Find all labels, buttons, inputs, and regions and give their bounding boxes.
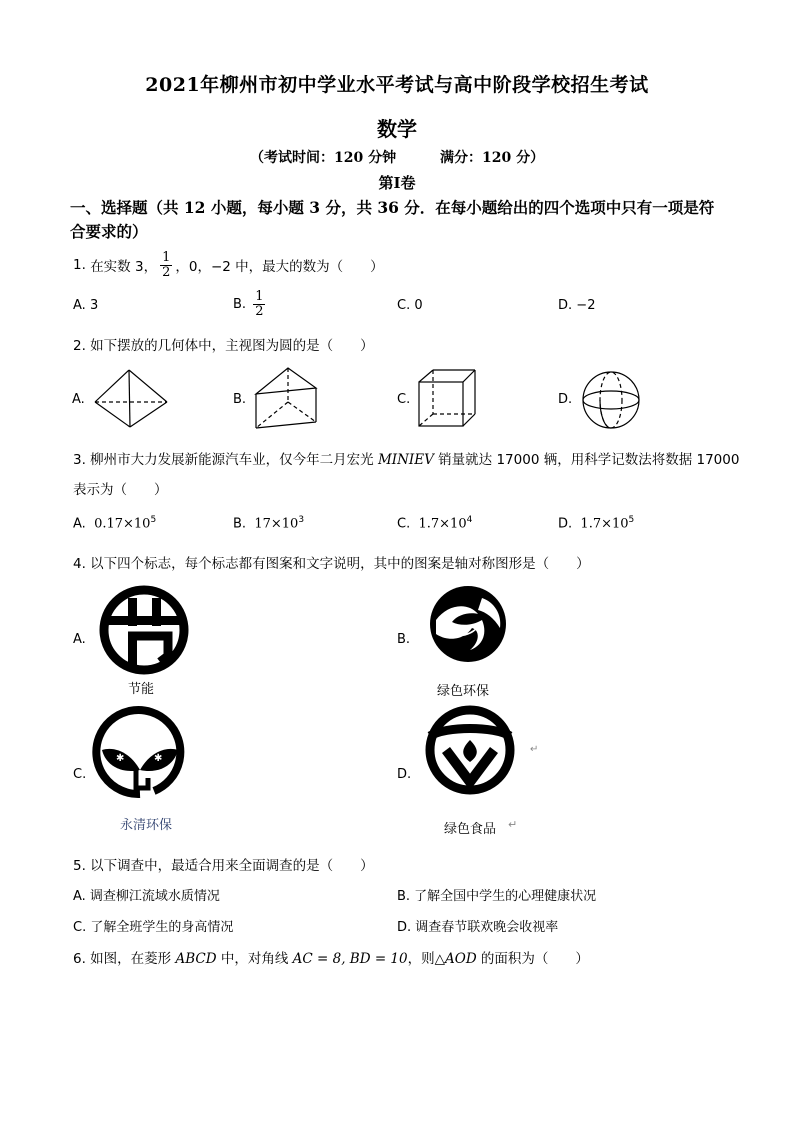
question-3-line2: 表示为（ ）	[73, 482, 168, 498]
subject-title: 数学	[377, 117, 417, 141]
q5-option-c[interactable]: C. 了解全班学生的身高情况	[73, 920, 234, 935]
exam-title: 2021年柳州市初中学业水平考试与高中阶段学校招生考试	[145, 74, 649, 96]
return-mark-icon: ↵	[508, 818, 518, 831]
q3-text-post: 销量就达 17000 辆，用科学记数法将数据 17000	[433, 452, 740, 468]
option-label: D.	[558, 298, 573, 313]
q6-text-mid: 中，对角线	[216, 951, 293, 967]
q4-option-c-caption: 永清环保	[120, 818, 173, 833]
option-base: 17×10	[254, 516, 299, 532]
cube-figure	[417, 368, 479, 430]
q3-option-b[interactable]	[233, 515, 304, 531]
q3-brand: MINIEV	[377, 452, 434, 468]
q4-option-b-caption: 绿色环保	[437, 684, 490, 699]
q3-text-pre: 3. 柳州市大力发展新能源汽车业，仅今年二月宏光	[73, 452, 378, 468]
option-exponent: 4	[466, 515, 473, 525]
q6-shape: ABCD	[175, 951, 217, 967]
option-label: A.	[73, 298, 86, 313]
q2-option-c-label[interactable]: C.	[397, 392, 411, 407]
star-icon: ✱	[116, 753, 125, 764]
q3-option-d[interactable]	[558, 515, 634, 531]
q6-text-pre: 6. 如图，在菱形	[73, 951, 176, 967]
q1-number: 1.	[73, 257, 86, 273]
question-2: 2. 如下摆放的几何体中，主视图为圆的是（ ）	[73, 338, 374, 354]
q1-fraction	[160, 251, 172, 280]
q6-condition: AC = 8, BD = 10	[292, 951, 408, 967]
q2-option-a-label[interactable]: A.	[72, 392, 85, 407]
q5-option-a[interactable]: A. 调查柳江流域水质情况	[73, 889, 220, 904]
q4-option-c-label[interactable]: C.	[73, 767, 87, 782]
pyramid-figure	[92, 368, 172, 430]
return-mark-icon: ↵	[530, 744, 539, 755]
energy-saving-logo	[98, 584, 192, 676]
option-label: A.	[73, 516, 86, 532]
option-label: C.	[397, 298, 411, 313]
sphere-figure	[581, 370, 643, 432]
exam-time: （考试时间：120 分钟	[250, 150, 397, 166]
q1-text-post: ，0，−2 中，最大的数为（ ）	[175, 259, 384, 275]
section-heading-line1: 一、选择题（共 12 小题，每小题 3 分，共 36 分．在每小题给出的四个选项中只有一项是符	[70, 198, 715, 217]
option-label: B.	[233, 516, 247, 532]
option-value: 3	[89, 298, 99, 313]
question-1	[73, 248, 384, 282]
q6-triangle: AOD	[445, 951, 477, 967]
q1-frac-num: 1	[162, 249, 171, 265]
option-exponent: 5	[628, 515, 635, 525]
question-3-line1	[73, 448, 739, 468]
option-value: −2	[576, 298, 596, 313]
q1-option-a[interactable]	[73, 298, 98, 313]
option-base: 0.17×10	[94, 516, 151, 532]
q4-option-b-label[interactable]: B.	[397, 632, 411, 647]
star-icon: ✱	[154, 753, 163, 764]
q1-option-c[interactable]	[397, 298, 423, 313]
exam-score: 满分：120 分）	[440, 150, 545, 166]
q2-option-b-label[interactable]: B.	[233, 392, 247, 407]
option-label: B.	[233, 296, 247, 312]
q4-option-d-caption: 绿色食品	[444, 822, 497, 837]
q4-option-d-label[interactable]: D.	[397, 767, 412, 782]
q1-option-d[interactable]	[558, 298, 595, 313]
section-heading-line2: 合要求的）	[70, 222, 148, 241]
option-label: D.	[558, 516, 573, 532]
option-base: 1.7×10	[580, 516, 629, 532]
option-exponent: 3	[298, 515, 305, 525]
q1-frac-den: 2	[162, 264, 171, 280]
green-food-logo	[424, 704, 539, 800]
q4-option-a-caption: 节能	[128, 682, 155, 697]
q1-option-b[interactable]	[233, 287, 268, 321]
q6-text-post1: ，则△	[407, 951, 445, 967]
triangular-prism-figure	[254, 366, 324, 432]
question-4: 4. 以下四个标志，每个标志都有图案和文字说明，其中的图案是轴对称图形是（ ）	[73, 556, 590, 572]
option-label: C.	[397, 516, 411, 532]
q1-b-fraction	[253, 290, 265, 319]
q5-option-b[interactable]: B. 了解全国中学生的心理健康状况	[397, 889, 597, 904]
option-value: 0	[414, 298, 423, 313]
q2-option-d-label[interactable]: D.	[558, 392, 573, 407]
frac-den: 2	[255, 303, 264, 319]
q3-option-a[interactable]	[73, 515, 156, 531]
q4-option-a-label[interactable]: A.	[73, 632, 86, 647]
yongqing-environment-logo	[92, 708, 190, 800]
question-5: 5. 以下调查中，最适合用来全面调查的是（ ）	[73, 858, 374, 874]
frac-num: 1	[255, 288, 264, 304]
green-environment-logo	[422, 584, 516, 676]
volume-label: 第Ⅰ卷	[378, 174, 416, 192]
q5-option-d[interactable]: D. 调查春节联欢晚会收视率	[397, 920, 559, 935]
option-exponent: 5	[150, 515, 157, 525]
q6-text-post2: 的面积为（ ）	[476, 951, 589, 967]
question-6	[73, 947, 589, 967]
q1-text-pre: 在实数 3，	[90, 259, 158, 275]
q3-option-c[interactable]	[397, 515, 472, 531]
option-base: 1.7×10	[418, 516, 467, 532]
